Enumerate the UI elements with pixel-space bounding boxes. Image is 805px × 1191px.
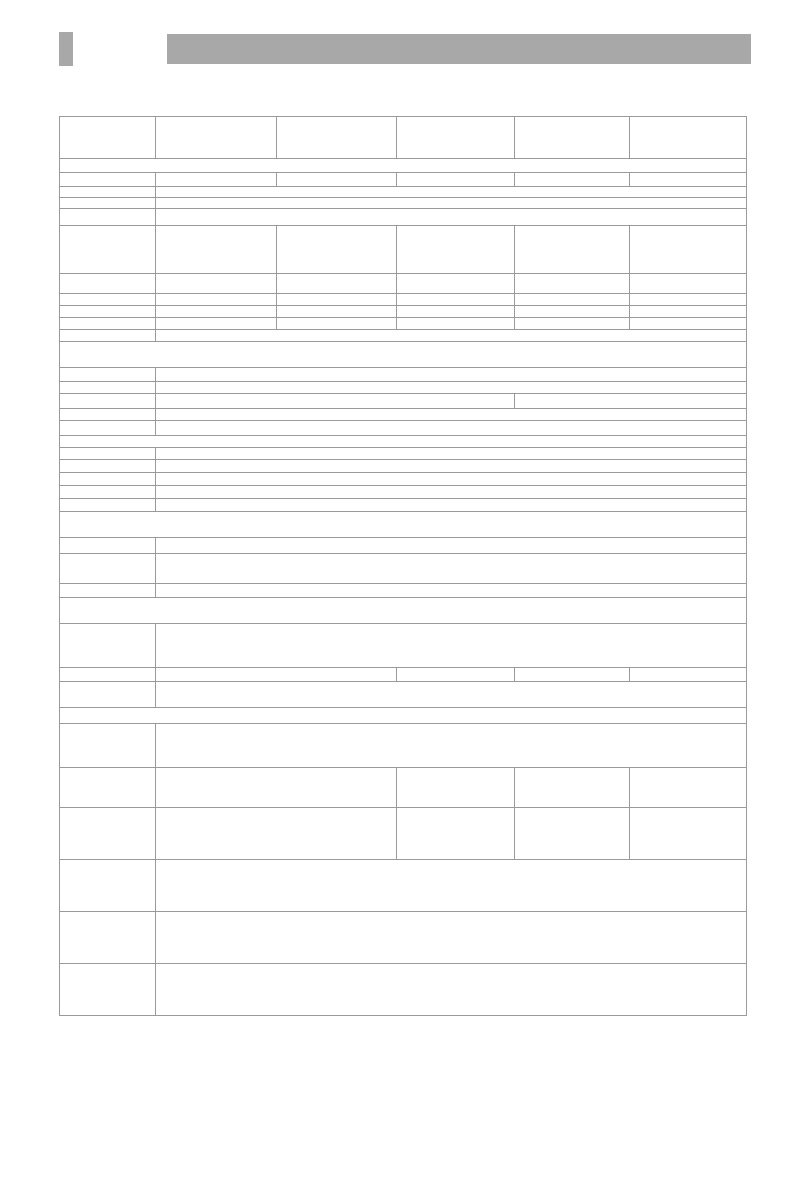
table-cell [60,294,156,306]
table-row [60,499,747,512]
table-cell [60,668,156,682]
table-cell [60,538,156,554]
table-cell [60,682,156,708]
table-cell [156,624,747,668]
table-cell [156,198,747,209]
table-cell [60,460,156,473]
table-cell [156,448,747,460]
table-row [60,173,747,187]
table-row [60,394,747,409]
table-cell [60,117,156,159]
table-cell [630,117,747,159]
table-cell [397,318,515,330]
table-cell [397,306,515,318]
table-row [60,460,747,473]
table-cell [397,808,515,860]
table-row [60,860,747,912]
table-cell [156,368,747,382]
table-cell [156,394,515,409]
table-row [60,473,747,486]
table-row [60,294,747,306]
table-cell [156,294,277,306]
table-row [60,624,747,668]
table-cell [515,117,630,159]
table-cell [60,598,747,624]
table-cell [60,409,156,421]
table-row [60,512,747,538]
table-cell [156,187,747,198]
table-cell [630,318,747,330]
table-cell [397,668,515,682]
table-cell [515,318,630,330]
table-cell [397,117,515,159]
table-cell [156,486,747,499]
table-cell [630,668,747,682]
table-cell [156,274,277,294]
table-cell [277,318,397,330]
table-cell [156,682,747,708]
table-cell [60,473,156,486]
table-cell [60,768,156,808]
table-cell [156,964,747,1016]
table-cell [515,668,630,682]
table-cell [630,294,747,306]
table-row [60,342,747,368]
table-row [60,318,747,330]
table-row [60,554,747,584]
table-cell [60,964,156,1016]
table-cell [515,768,630,808]
table-cell [60,394,156,409]
table-cell [60,708,747,724]
table-cell [60,368,156,382]
table-cell [156,499,747,512]
header-title-bar [167,34,751,64]
table-cell [60,209,156,226]
table-cell [156,554,747,584]
table-cell [60,486,156,499]
table-cell [515,808,630,860]
table-row [60,187,747,198]
table-cell [156,173,277,187]
table-cell [515,294,630,306]
table-cell [156,768,397,808]
table-row [60,368,747,382]
table-cell [60,499,156,512]
table-cell [515,226,630,274]
table-row [60,964,747,1016]
table-row [60,486,747,499]
table-cell [60,624,156,668]
table-row [60,209,747,226]
table-row [60,382,747,394]
table-cell [60,159,747,173]
table-cell [60,512,747,538]
table-row [60,159,747,173]
table-cell [60,274,156,294]
table-cell [156,668,397,682]
table-row [60,682,747,708]
header-logo-mark [59,32,73,66]
table-cell [156,584,747,598]
table-row [60,117,747,159]
table-cell [156,912,747,964]
table-cell [630,226,747,274]
table-cell [60,421,156,436]
table-cell [515,394,747,409]
table-cell [156,306,277,318]
table-cell [397,173,515,187]
table-row [60,274,747,294]
table-cell [630,808,747,860]
table-cell [277,173,397,187]
table-cell [156,473,747,486]
table-cell [156,409,747,421]
table-body [60,117,747,1016]
table-cell [156,209,747,226]
table-cell [60,198,156,209]
document-table [59,116,747,1016]
table-cell [156,382,747,394]
table-row [60,912,747,964]
table-cell [156,460,747,473]
table-cell [60,554,156,584]
table-cell [277,306,397,318]
table-row [60,448,747,460]
table-row [60,538,747,554]
table-row [60,598,747,624]
table-cell [60,912,156,964]
table-cell [60,808,156,860]
table-cell [156,860,747,912]
table-row [60,409,747,421]
table-cell [156,318,277,330]
table-row [60,421,747,436]
table-cell [630,306,747,318]
table-row [60,198,747,209]
table-row [60,668,747,682]
table-cell [630,173,747,187]
table-cell [277,294,397,306]
table-row [60,768,747,808]
table-cell [60,724,156,768]
table-cell [60,306,156,318]
table-cell [515,274,630,294]
table-row [60,584,747,598]
table-cell [277,274,397,294]
table-row [60,226,747,274]
table-cell [397,294,515,306]
table-cell [156,226,277,274]
document-header [0,30,805,70]
table-cell [397,274,515,294]
table-cell [277,117,397,159]
table-cell [630,274,747,294]
table-cell [156,421,747,436]
table-cell [60,584,156,598]
table-cell [60,382,156,394]
table-cell [60,187,156,198]
table-cell [156,117,277,159]
table-cell [156,808,397,860]
table-cell [156,330,747,342]
table-cell [397,768,515,808]
table-cell [60,330,156,342]
table-cell [156,724,747,768]
table-cell [60,173,156,187]
table-row [60,306,747,318]
table-cell [60,860,156,912]
table-row [60,436,747,448]
table-cell [60,318,156,330]
table-row [60,330,747,342]
table-cell [60,342,747,368]
table-cell [60,436,747,448]
table-row [60,808,747,860]
table-cell [515,306,630,318]
table-cell [630,768,747,808]
table-cell [277,226,397,274]
table-row [60,708,747,724]
table-cell [397,226,515,274]
table-cell [60,448,156,460]
table-cell [515,173,630,187]
table-row [60,724,747,768]
table-cell [156,538,747,554]
table-cell [60,226,156,274]
